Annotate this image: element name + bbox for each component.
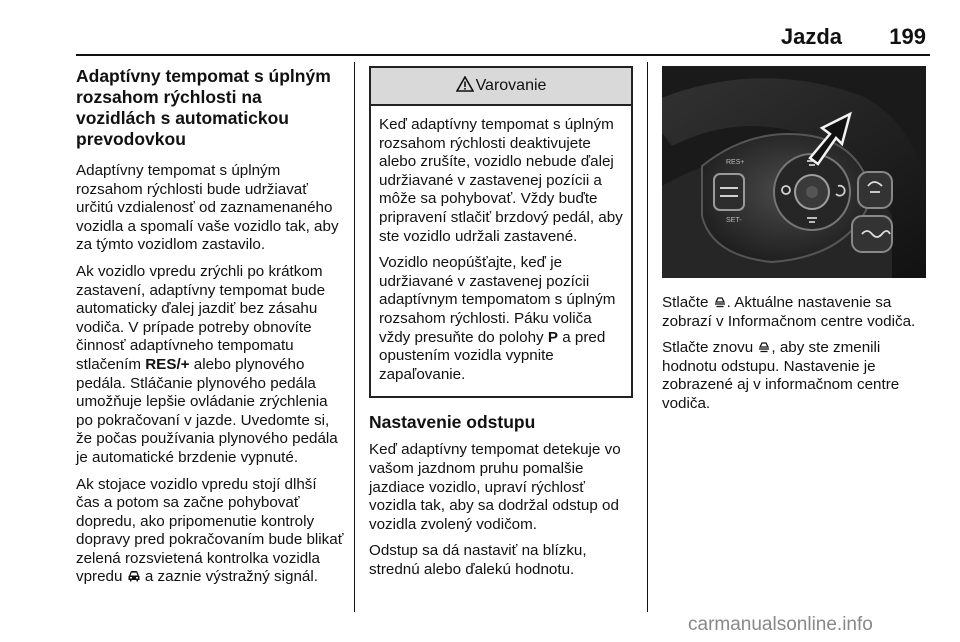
column-3 xyxy=(662,66,926,422)
text-run: Ak stojace vozidlo vpredu stojí dlhší čas a potom sa začne pohybovať dopredu, ako pripomenutie kontroly dopravy pred pokračovaním bude blikať zelená rozsvietená kontrolka vozidla vpredu xyxy=(76,475,344,586)
res-set-rocker xyxy=(714,174,744,210)
section-heading: Adaptívny tempomat s úplným rozsahom rýchlosti na vozidlách s automatickou prevodovkou xyxy=(76,66,331,149)
vehicle-ahead-icon xyxy=(127,569,141,581)
set-label: SET- xyxy=(726,217,742,224)
warning-box xyxy=(369,66,633,398)
paragraph: Odstup sa dá nastaviť na blízku, strednú alebo ďalekú hodnotu. xyxy=(369,542,587,578)
warning-header xyxy=(371,68,631,106)
paragraph: Keď adaptívny tempomat s úplným rozsahom rýchlosti deaktivujete alebo zrušíte, vozidlo nebude ďalej udržiavané v zastavenej pozícii a môže sa pohybovať. Vždy buďte pripravení stlačiť brzdový pedál, aby ste vozidlo udržali zastavené. xyxy=(379,116,623,245)
column-1 xyxy=(76,66,344,595)
text-run: a pred opustením vozidla vypnite zapaľovanie. xyxy=(379,328,606,383)
paragraph xyxy=(662,339,926,413)
header-rule xyxy=(76,54,930,56)
gap-setting-icon xyxy=(757,340,771,352)
column-divider-2 xyxy=(647,62,648,612)
steering-wheel-illustration xyxy=(662,66,926,278)
text-run: Stlačte znovu xyxy=(662,339,758,357)
warning-triangle-icon xyxy=(456,70,474,86)
warning-title: Varovanie xyxy=(475,77,547,94)
text-run: Vozidlo neopúšťajte, keď je udržiavané v zastavenej pozícii adaptívnym tempomatom s úplným rozsahom rýchlosti. Páku voliča vždy presuňte do polohy xyxy=(379,254,616,346)
paragraph xyxy=(379,254,623,384)
text-run: , aby ste zmenili hodnotu odstupu. Nastavenie je zobrazené aj v informačnom centre vodiča. xyxy=(662,339,900,412)
column-divider-1 xyxy=(354,62,355,612)
text-run: . Aktuálne nastavenie sa zobrazí v Informačnom centre vodiča. xyxy=(662,294,916,330)
res-button-label: RES/+ xyxy=(145,355,190,373)
warning-body xyxy=(371,106,631,396)
res-label: RES+ xyxy=(726,159,745,166)
text-run: Ak vozidlo vpredu zrýchli po krátkom zastavení, adaptívny tempomat bude automaticky ďalej jazdiť bez zásahu vodiča. V prípade potreby obnovíte činnosť adaptívneho tempomatu stlačením xyxy=(76,262,326,373)
park-position-label: P xyxy=(547,328,558,346)
steering-wheel-photo xyxy=(662,66,926,278)
paragraph xyxy=(76,476,344,588)
watermark: carmanualsonline.info xyxy=(688,614,873,635)
gap-setting-icon xyxy=(713,295,727,307)
text-run: alebo plynového pedála. Stláčanie plynového pedála umožňuje lepšie ovládanie zrýchlenia po pokračovaní v jazde. Uvedomte si, že počas používania plynového pedála je automatické brzdenie vypnuté. xyxy=(76,355,338,466)
paragraph: Keď adaptívny tempomat detekuje vo vašom jazdnom pruhu pomalšie jazdiace vozidlo, upraví rýchlosť vozidla tak, aby sa dodržal odstup od vozidla zvolený vodičom. xyxy=(369,441,621,533)
text-run: Stlačte xyxy=(662,294,713,311)
paragraph xyxy=(662,294,926,331)
page-number: 199 xyxy=(889,24,926,49)
paragraph: Adaptívny tempomat s úplným rozsahom rýchlosti bude udržiavať určitú vzdialenosť od zaznamenaného vozidla a spomalí vaše vozidlo tak, aby za týmto vozidlom zastavilo. xyxy=(76,162,339,254)
page-header xyxy=(76,20,930,56)
paragraph xyxy=(76,263,344,468)
column-2 xyxy=(369,66,633,587)
text-run: a zaznie výstražný signál. xyxy=(140,568,318,586)
section-title: Jazda xyxy=(780,24,842,49)
subsection-heading: Nastavenie odstupu xyxy=(369,412,536,433)
